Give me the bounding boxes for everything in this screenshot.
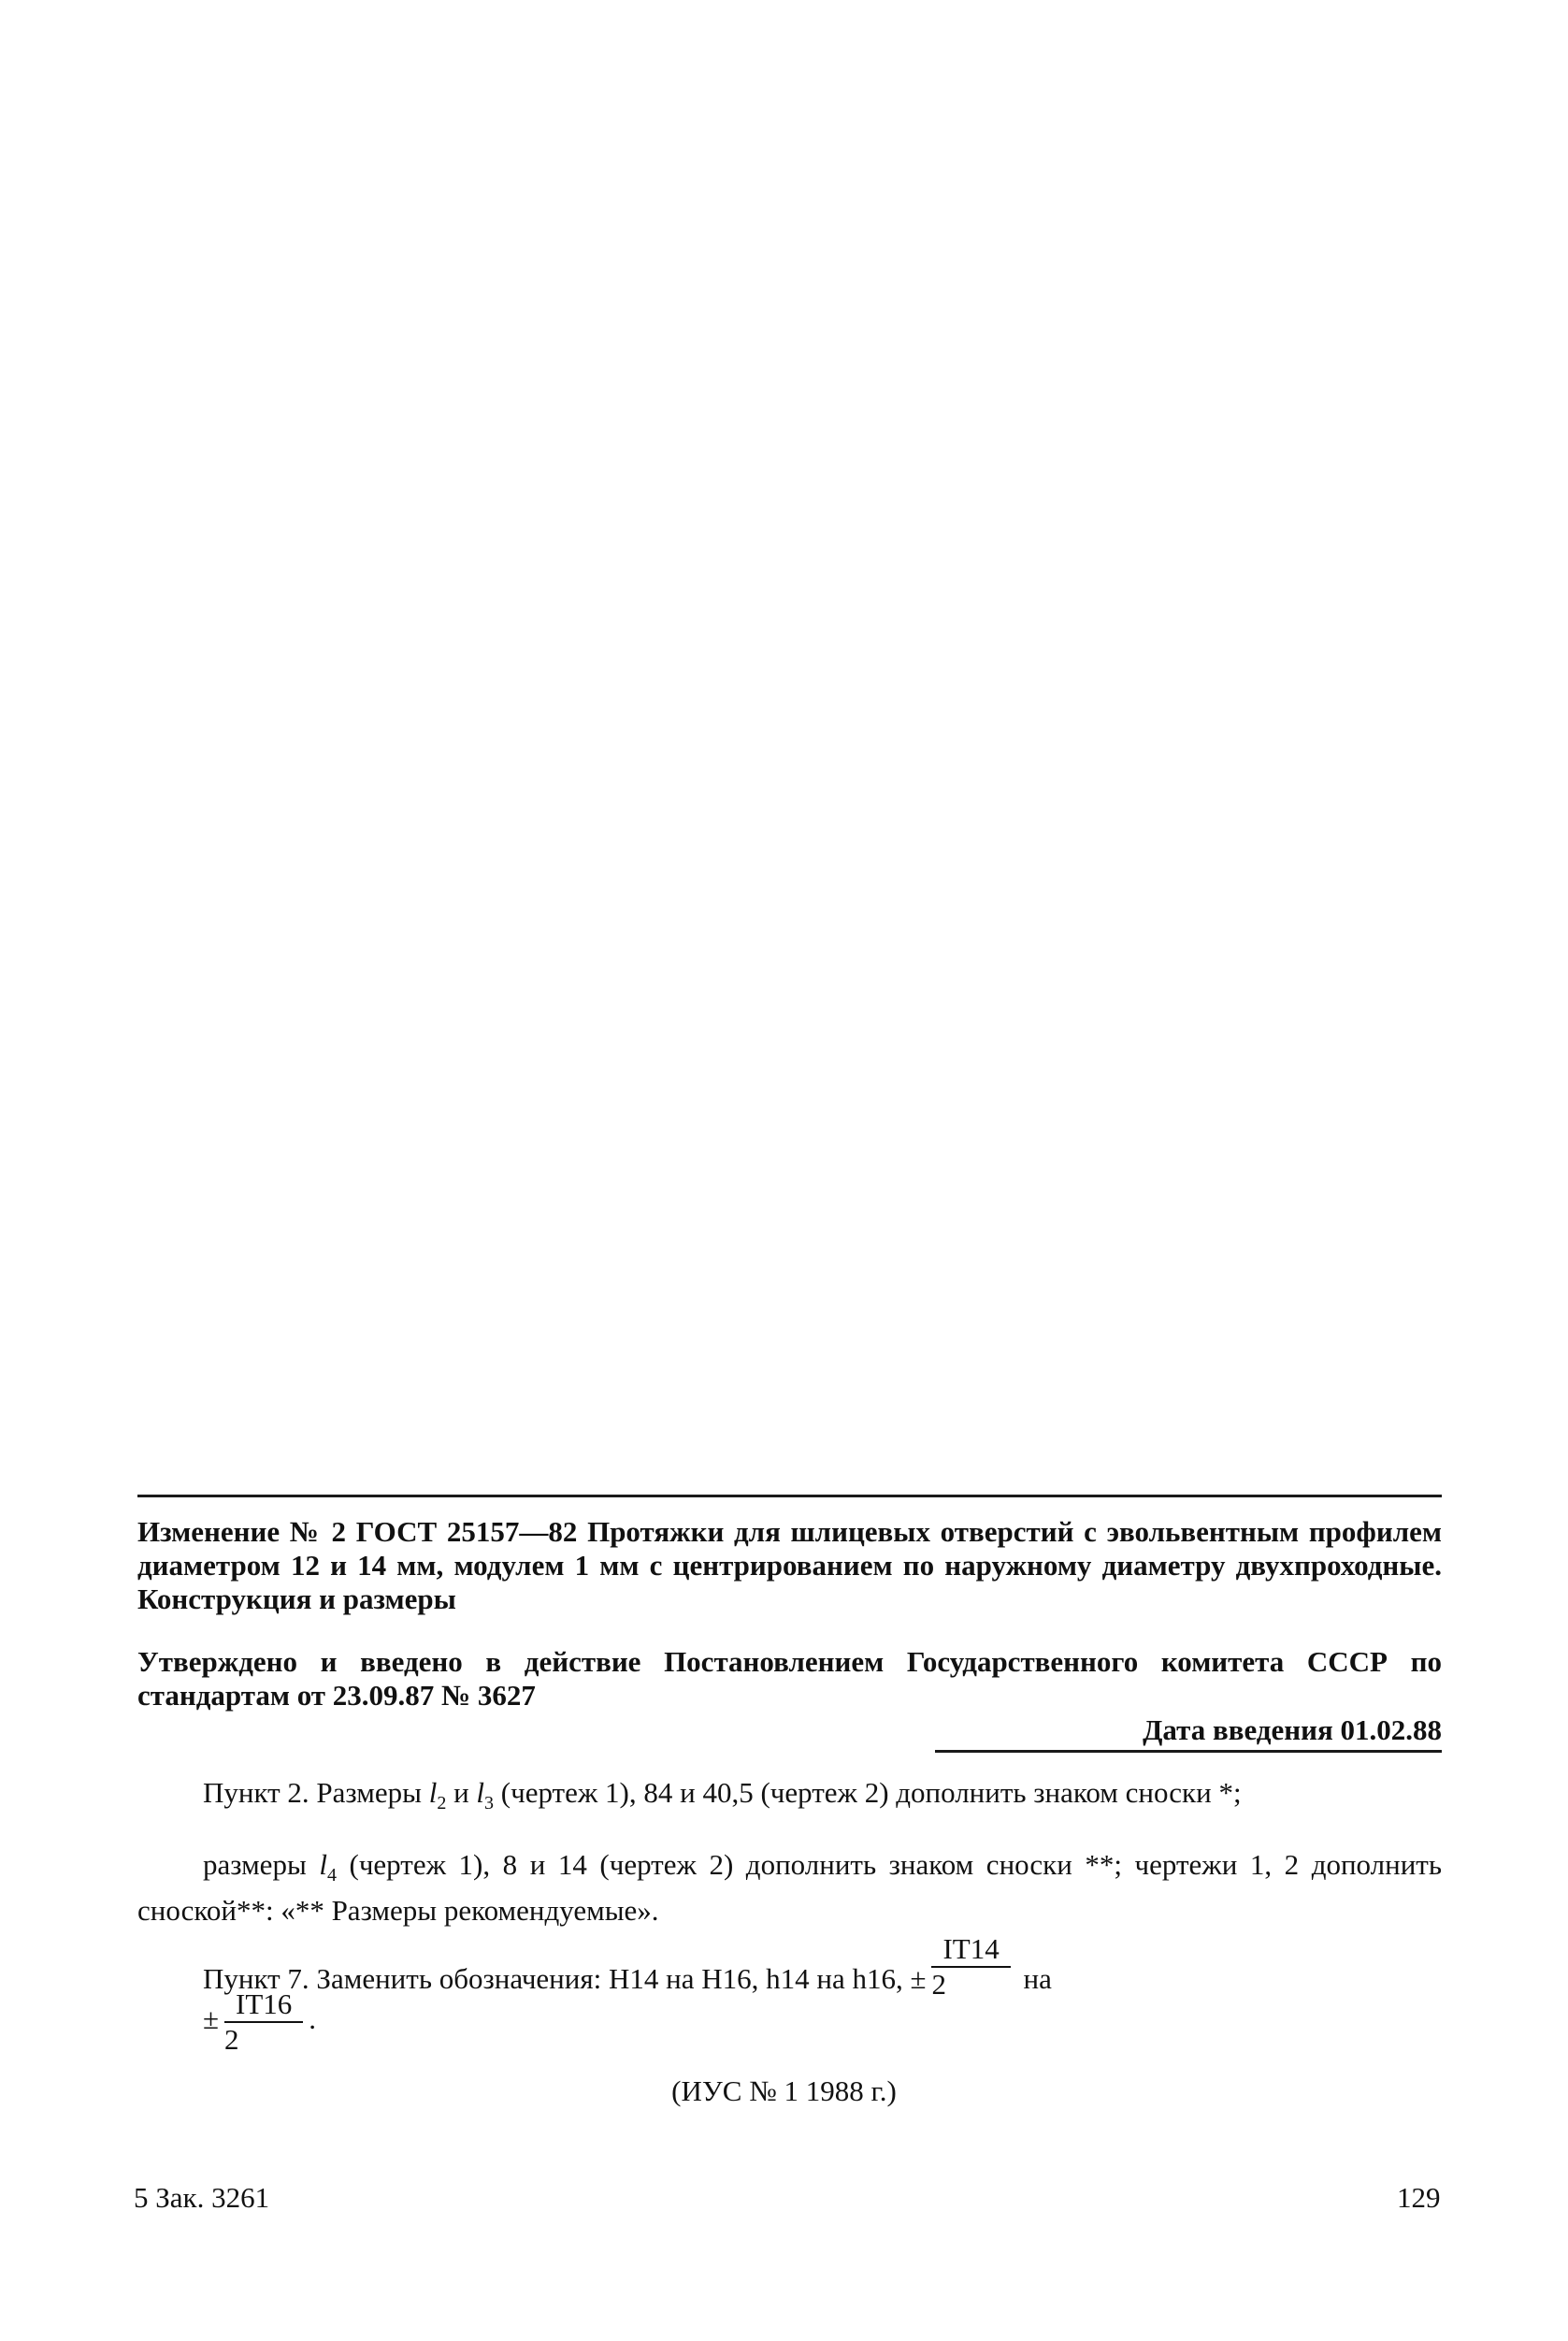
- p1-and: и: [446, 1776, 477, 1809]
- fraction-it16-denominator: 2: [224, 2023, 239, 2056]
- fraction-it16: [224, 1987, 303, 2057]
- approval-statement: Утверждено и введено в действие Постановлением Государственного комитета СССР по стандартам от 23.09.87 № 3627: [137, 1645, 1442, 1712]
- p2-l-symbol: l: [319, 1848, 327, 1881]
- p1-l-symbol: l: [428, 1776, 438, 1809]
- effective-date: Дата введения 01.02.88: [1143, 1713, 1442, 1746]
- fraction-it14-numerator: IT14: [931, 1932, 1010, 1968]
- p2-l4-sub: 4: [326, 1865, 337, 1886]
- p1-text-a: Пункт 2. Размеры: [203, 1776, 429, 1809]
- page-number: 129: [1397, 2181, 1441, 2214]
- p2-text-b: (чертеж 1), 8 и 14 (чертеж 2) дополнить знаком сноски **; чертежи 1, 2 дополнить сноской**: «** Размеры рекомендуемые».: [137, 1848, 1442, 1928]
- fraction-it16-numerator: IT16: [224, 1987, 303, 2023]
- paragraph-item-2: [137, 1775, 1442, 1821]
- source-reference: (ИУС № 1 1988 г.): [671, 2074, 897, 2107]
- p3-text-a: Пункт 7. Заменить обозначения: H14 на H16, h14 на h16, ±: [203, 1962, 927, 1996]
- paragraph-item-7-cont: [203, 1987, 483, 2057]
- order-number: 5 Зак. 3261: [134, 2181, 270, 2214]
- paragraph-sizes: [137, 1847, 1442, 1928]
- effective-date-underline: [935, 1750, 1442, 1753]
- p2-text-a: размеры: [203, 1848, 320, 1881]
- fraction-it14-denominator: 2: [931, 1968, 946, 2001]
- top-rule: [137, 1495, 1442, 1497]
- p1-l3-sub: 3: [484, 1793, 495, 1814]
- p4-period: .: [309, 2002, 317, 2036]
- plus-minus: ±: [203, 2002, 220, 2036]
- p3-text-b: на: [1023, 1962, 1052, 1996]
- fraction-it14: [931, 1932, 1010, 2001]
- p1-l-symbol-2: l: [476, 1776, 485, 1809]
- p1-l2-sub: 2: [437, 1793, 447, 1814]
- p1-text-b: (чертеж 1), 84 и 40,5 (чертеж 2) дополнить знаком сноски *;: [494, 1776, 1242, 1809]
- amendment-title: Изменение № 2 ГОСТ 25157—82 Протяжки для шлицевых отверстий с эвольвентным профилем диаметром 12 и 14 мм, модулем 1 мм с центрированием по наружному диаметру двухпроходные. Конструкция и размеры: [137, 1515, 1442, 1615]
